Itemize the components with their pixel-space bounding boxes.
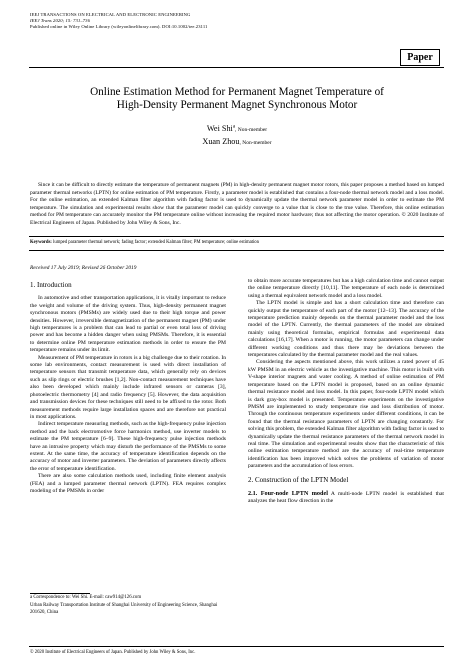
footnotes bbox=[30, 595, 226, 616]
keywords bbox=[30, 240, 444, 247]
received-dates: Received 17 July 2019; Revised 26 October 2019 bbox=[30, 265, 137, 271]
author-2 bbox=[0, 137, 474, 146]
author-membership: , Non-member bbox=[239, 140, 272, 146]
journal-citation: IEEJ Trans 2020; 15: 731–736 bbox=[30, 18, 90, 24]
correspondence-note: a Correspondence to: Wei Shi. E-mail: caw914@126.com bbox=[30, 595, 142, 600]
footer bbox=[30, 650, 444, 655]
paragraph: Considering the aspects mentioned above, this work utilizes a rated power of 45 kW PMSM in an electric vehicle as the investigative machine. This motor is built with V-shape interior magnets and water cooling. A method of online estimation of PM temperature based on the LPTN model is proposed, based on an online dynamic thermal resistance model and loss model. In this paper, four-node LPTN model which is dark gray-box model is presented. Temperature experiments on the investigative PMSM are implemented to study temperature rise and loss distribution of motor. Through the continuous temperature experiments under different conditions, it can be found that the thermal resistance parameters of LPTN are changing constantly. For solving this problem, the extended Kalman filter algorithm with fading factor is used to dynamically update the thermal resistance parameters of the thermal network model in real time. The simulation and experimental results show that the characteristic of this online estimation temperature method are the accuracy of real-time temperature identification has been improved which solves the problems of variation of motor parameters and the accumulation of loss errors. bbox=[248, 359, 444, 470]
section-heading-lptn: 2. Construction of the LPTN Model bbox=[248, 475, 349, 484]
author-membership: , Non-member bbox=[235, 127, 268, 133]
author-name: Wei Shi bbox=[206, 124, 233, 133]
doi-line: Published online in Wiley Online Library (wileyonlinelibrary.com). DOI:10.1002/tee.23111 bbox=[30, 24, 208, 30]
keywords-label: Keywords: bbox=[30, 240, 52, 245]
affiliation-note: Urban Railway Transportation Institute of Shanghai University of Engineering Science, Shanghai 201620, China bbox=[30, 603, 218, 615]
title-line-1: Online Estimation Method for Permanent Magnet Temperature of bbox=[90, 86, 384, 98]
header-rule bbox=[29, 67, 444, 68]
paragraph: The LPTN model is simple and has a short calculation time and therefore can quickly output the temperature of each part of the motor [12–13]. The accuracy of the temperature prediction mainly depends on the thermal parameter model and the loss model of the LPTN. Currently, the thermal parameters of the model are obtained mainly using theoretical formulas, empirical formulas and experimental data calculations [16,17]. When a motor is running, the motor parameters can change under different working conditions and thus there may be deviations between the temperatures calculated by the thermal parameter model and the real values. bbox=[248, 300, 444, 359]
title-line-2: High-Density Permanent Magnet Synchronous Motor bbox=[116, 99, 358, 112]
section-heading-introduction: 1. Introduction bbox=[30, 281, 72, 289]
article-title bbox=[30, 86, 444, 112]
right-column bbox=[248, 278, 444, 506]
keywords-list: lumped parameter thermal network; fading factor; extended Kalman filter; PM temperature; online estimation bbox=[53, 240, 259, 245]
left-column bbox=[30, 279, 226, 495]
copyright-text: © 2020 Institute of Electrical Engineers of Japan. Published by John Wiley & Sons, Inc. bbox=[30, 650, 196, 655]
abstract: Since it can be difficult to directly estimate the temperature of permanent magnets (PM) in high-density permanent magnet motor rotors, this paper proposes a method based on lumped parameter thermal networks (LPTN) for online estimation of PM temperature. Firstly, a parameter model is established that contains a four-node thermal network model and a loss model. For the online estimation, an extended Kalman filter algorithm with fading factor is used to dynamically update the thermal network parameter model in order to estimate the PM temperature. The simulation and experimental results show that the parameter model can quickly converge to a value that is close to the true value. Therefore, this online estimation method for PM temperature can accurately monitor the PM temperature online without increasing the required motor hardware; thus not affecting the motor operation. © 2020 Institute of Electrical Engineers of Japan. Published by John Wiley & Sons, Inc. bbox=[30, 182, 444, 226]
paragraph: In automotive and other transportation applications, it is vitally important to reduce the weight and volume of the driving system. Thus, high-density permanent magnet synchronous motors (PMSMs) are widely used due to their high torque and power densities. However, irreversible demagnetization of the permanent magnet (PM) under high temperatures is a problem that can lead to partial or even total loss of driving power and has become a hidden danger when using PMSMs. Therefore, it is essential to determine online PM temperature estimation methods in order to ensure the PM temperature remains under its limit. bbox=[30, 295, 226, 354]
subsection-paragraph bbox=[248, 490, 444, 506]
paragraph: Measurement of PM temperature in rotors is a big challenge due to their rotation. In some lab environments, contact measurement is used with direct installation of temperature sensors that transmit temperature data, which generally rely on devices such as slip rings or electric brushes [1,2]. Non-contact measurement techniques have also been developed which mainly include infrared sensors or cameras [3], photoelectric thermometry [4] and radio frequency [5]. However, the data acquisition and transmission devices for these techniques still need to be affixed to the rotor. Both measurement methods require large installation spaces and are therefore not practical in most applications. bbox=[30, 354, 226, 420]
keywords-rule-top bbox=[29, 236, 444, 237]
subsection-text: A multi-node LPTN model is established that analyzes the heat flow direction in the bbox=[248, 490, 444, 505]
author-name: Xuan Zhou bbox=[202, 137, 240, 146]
journal-name: IEEJ TRANSACTIONS ON ELECTRICAL AND ELECTRONIC ENGINEERING bbox=[30, 12, 191, 17]
footer-rule bbox=[29, 646, 444, 647]
paragraph: Indirect temperature measuring methods, such as the high-frequency pulse injection method and the back electromotive force harmonics method, use inverter models to estimate the PM temperature [6–9]. These high-frequency pulse injection methods have an intrusive property which may disturb the performance of the PMSMs to some extent. At the same time, the accuracy of temperature identification depends on the accuracy of motor and inverter parameters. The deviation of parameters directly affects the error of temperature identification. bbox=[30, 421, 226, 472]
footnote-rule bbox=[30, 593, 90, 594]
author-mark: a bbox=[232, 124, 236, 130]
keywords-rule-bottom bbox=[29, 250, 444, 251]
subsection-heading: 2.1. Four-node LPTN model bbox=[248, 489, 328, 497]
author-1 bbox=[0, 124, 474, 133]
paper-type-label: Paper bbox=[400, 49, 440, 66]
journal-header bbox=[30, 12, 207, 31]
paragraph: There are also some calculation methods used, including finite element analysis (FEA) and a lumped parameter thermal network (LPTN). FEA requires complex modeling of the PMSMs in order bbox=[30, 473, 226, 494]
paragraph: to obtain more accurate temperatures but has a high calculation time and cannot output the online temperature directly [10,11]. The temperature of each node is determined using a thermal equivalent network model and a loss model. bbox=[248, 278, 444, 299]
